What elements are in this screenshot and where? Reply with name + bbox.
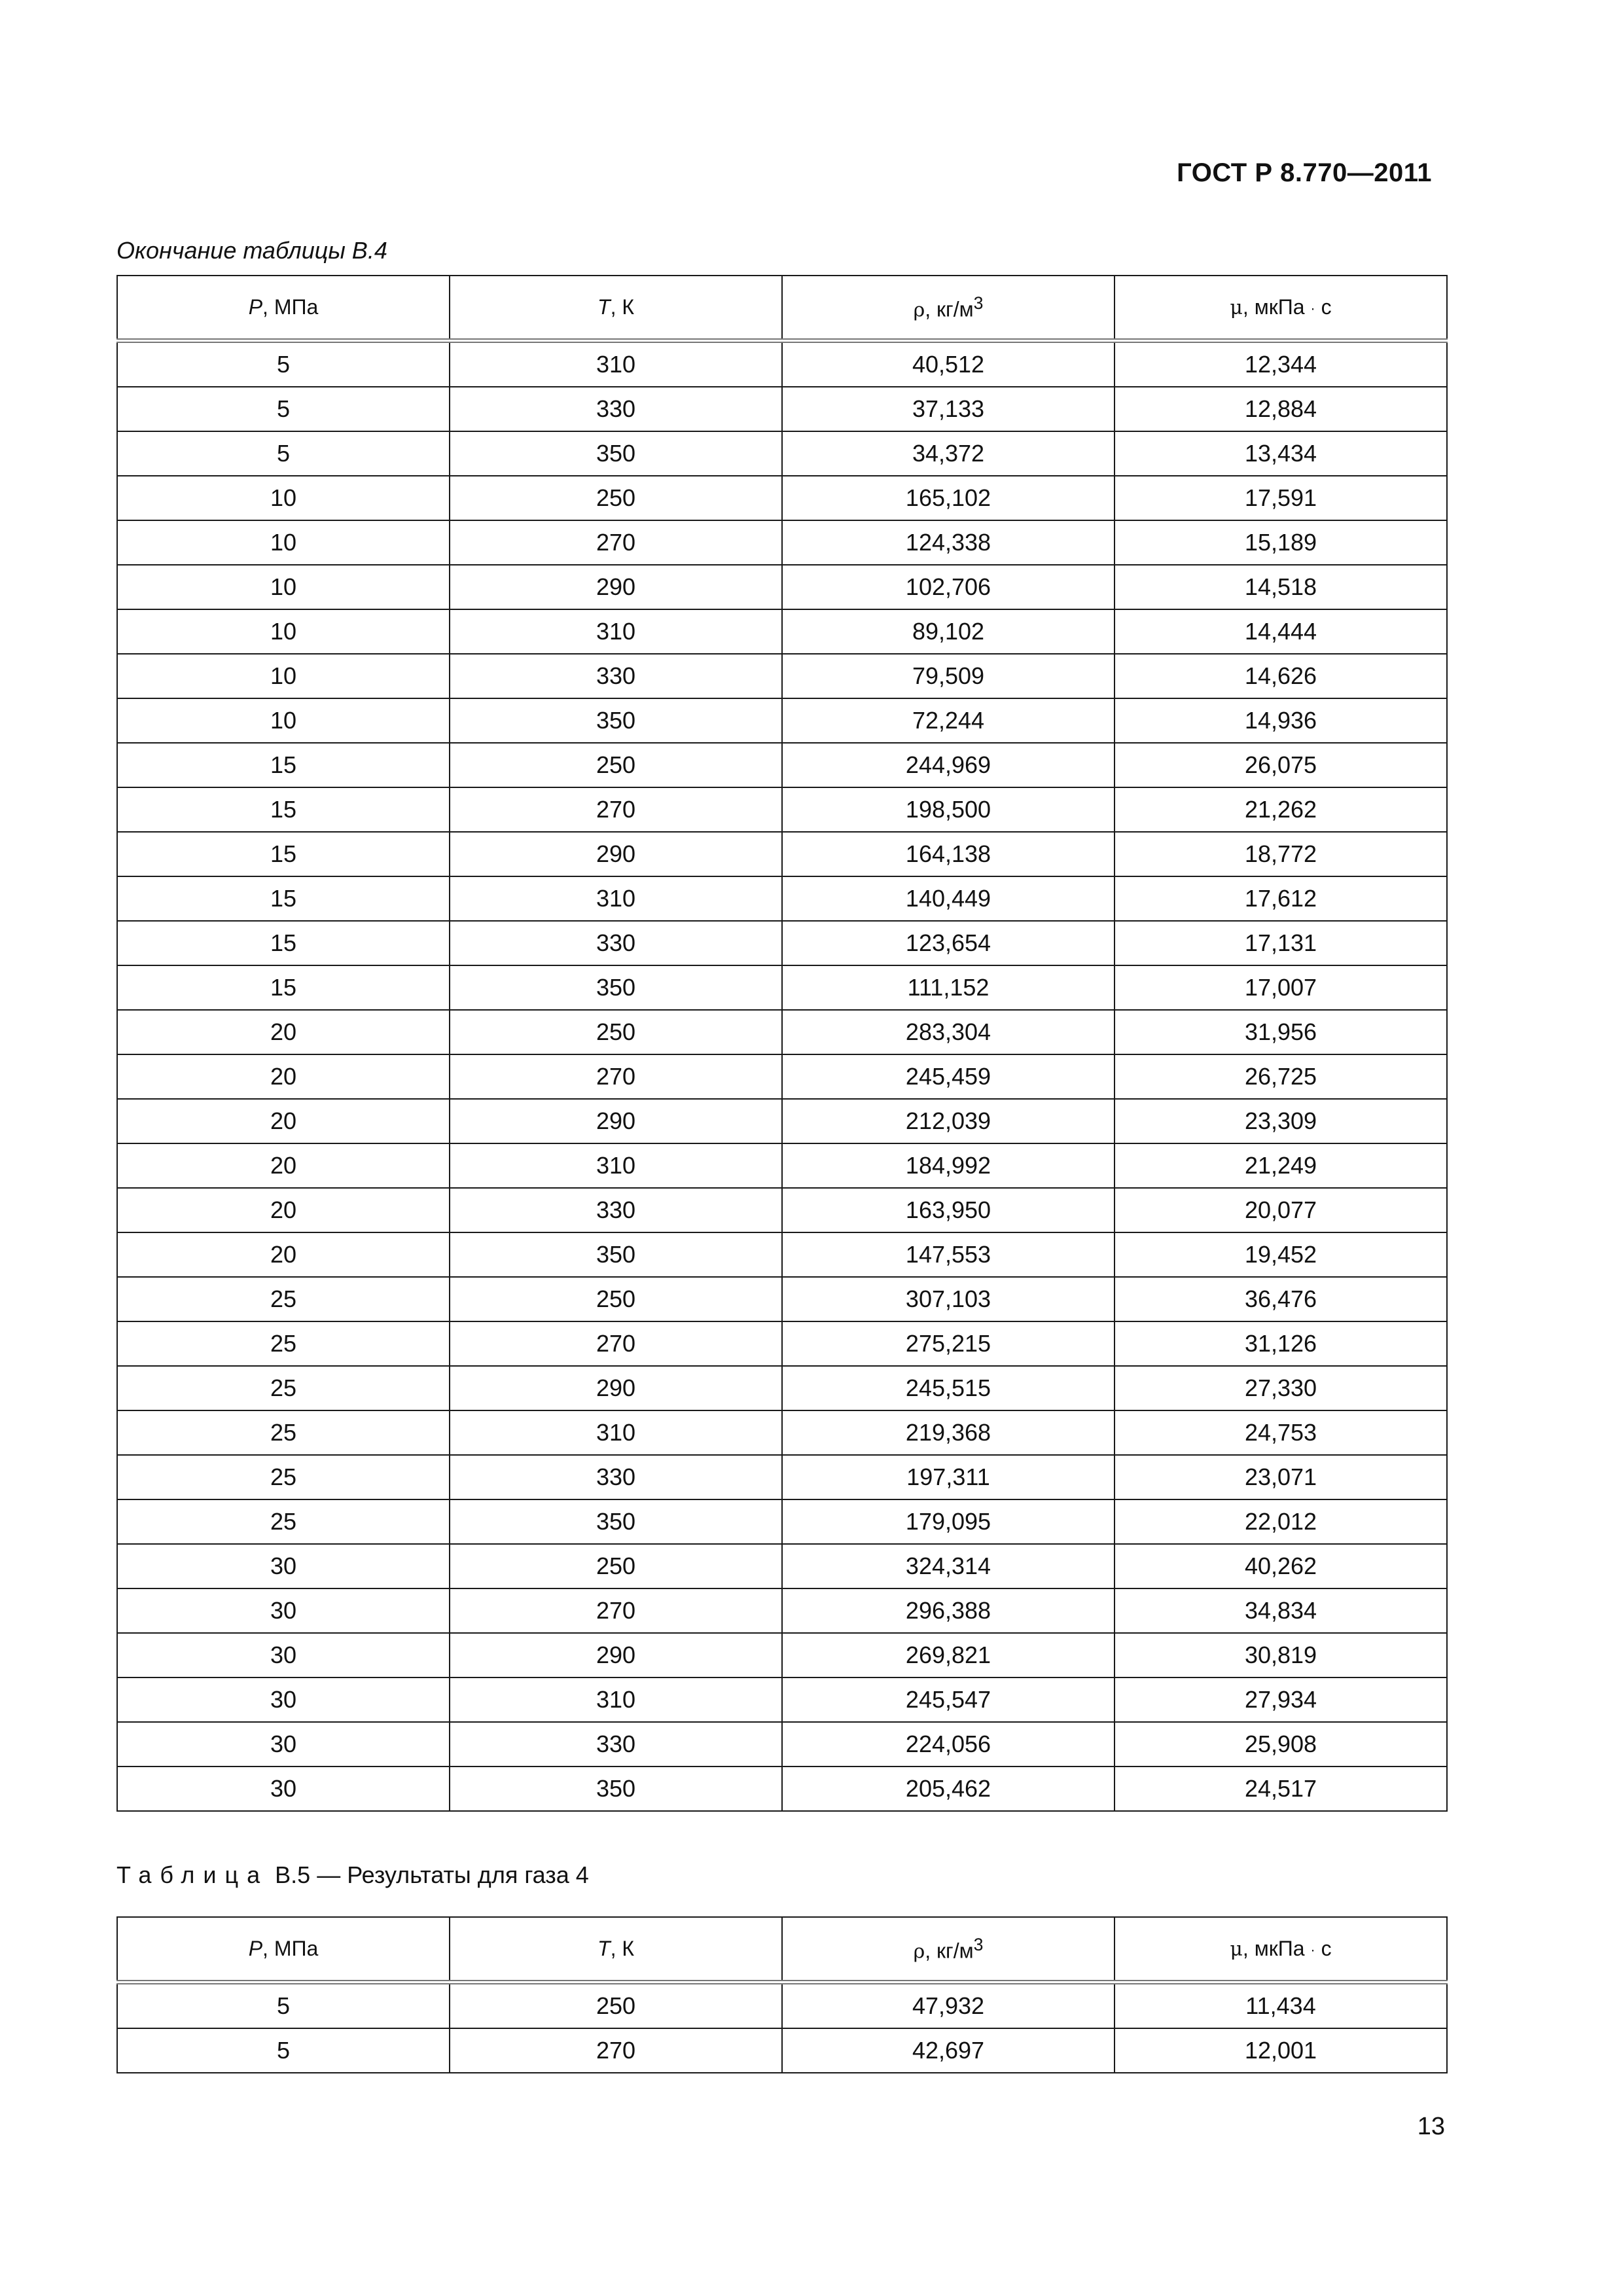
temperature-cell: 310 [450, 1410, 782, 1455]
temperature-cell: 310 [450, 1677, 782, 1722]
pressure-cell: 10 [117, 520, 450, 565]
page-number: 13 [1417, 2113, 1445, 2140]
density-cell: 42,697 [782, 2028, 1115, 2073]
temperature-cell: 250 [450, 1982, 782, 2029]
table-row [117, 1677, 1447, 1722]
viscosity-cell: 14,518 [1115, 565, 1447, 609]
viscosity-cell: 13,434 [1115, 431, 1447, 476]
table-row [117, 1054, 1447, 1099]
density-cell: 124,338 [782, 520, 1115, 565]
temperature-cell: 290 [450, 1099, 782, 1143]
density-cell: 34,372 [782, 431, 1115, 476]
temperature-cell: 310 [450, 609, 782, 654]
viscosity-cell: 19,452 [1115, 1232, 1447, 1277]
temperature-cell: 270 [450, 787, 782, 832]
pressure-cell: 10 [117, 609, 450, 654]
density-cell: 219,368 [782, 1410, 1115, 1455]
density-cell: 296,388 [782, 1588, 1115, 1633]
density-cell: 197,311 [782, 1455, 1115, 1499]
temperature-cell: 250 [450, 743, 782, 787]
pressure-cell: 30 [117, 1677, 450, 1722]
table-row [117, 832, 1447, 876]
density-cell: 72,244 [782, 698, 1115, 743]
table-row [117, 787, 1447, 832]
viscosity-cell: 12,884 [1115, 387, 1447, 431]
pressure-cell: 25 [117, 1277, 450, 1321]
pressure-cell: 5 [117, 387, 450, 431]
viscosity-cell: 23,309 [1115, 1099, 1447, 1143]
pressure-cell: 5 [117, 2028, 450, 2073]
table-row [117, 965, 1447, 1010]
viscosity-cell: 18,772 [1115, 832, 1447, 876]
temperature-cell: 350 [450, 431, 782, 476]
viscosity-cell: 34,834 [1115, 1588, 1447, 1633]
pressure-cell: 10 [117, 565, 450, 609]
temperature-cell: 290 [450, 1366, 782, 1410]
table-row [117, 520, 1447, 565]
column-header-temperature: T, К [450, 1917, 782, 1982]
viscosity-cell: 23,071 [1115, 1455, 1447, 1499]
table-b5-body [117, 1982, 1447, 2073]
pressure-cell: 25 [117, 1366, 450, 1410]
density-cell: 163,950 [782, 1188, 1115, 1232]
pressure-cell: 15 [117, 965, 450, 1010]
density-cell: 205,462 [782, 1767, 1115, 1811]
temperature-cell: 250 [450, 1277, 782, 1321]
table-header-row [117, 276, 1447, 341]
viscosity-cell: 22,012 [1115, 1499, 1447, 1544]
density-cell: 47,932 [782, 1982, 1115, 2029]
pressure-cell: 5 [117, 431, 450, 476]
pressure-cell: 15 [117, 743, 450, 787]
table-b5 [116, 1916, 1448, 2073]
viscosity-cell: 15,189 [1115, 520, 1447, 565]
temperature-cell: 330 [450, 654, 782, 698]
density-cell: 245,547 [782, 1677, 1115, 1722]
pressure-cell: 5 [117, 341, 450, 387]
pressure-cell: 10 [117, 476, 450, 520]
density-cell: 89,102 [782, 609, 1115, 654]
temperature-cell: 350 [450, 965, 782, 1010]
table-b5-caption-label: Таблица [116, 1861, 269, 1888]
column-header-density: ρ, $кг/м^3$ [782, 276, 1115, 341]
viscosity-cell: 14,936 [1115, 698, 1447, 743]
temperature-cell: 270 [450, 2028, 782, 2073]
table-row [117, 1499, 1447, 1544]
pressure-cell: 20 [117, 1232, 450, 1277]
table-row [117, 609, 1447, 654]
density-cell: 179,095 [782, 1499, 1115, 1544]
table-row [117, 2028, 1447, 2073]
viscosity-cell: 27,934 [1115, 1677, 1447, 1722]
pressure-cell: 20 [117, 1099, 450, 1143]
pressure-cell: 5 [117, 1982, 450, 2029]
table-b4-caption: Окончание таблицы В.4 [116, 237, 387, 264]
pressure-cell: 30 [117, 1767, 450, 1811]
table-row [117, 1544, 1447, 1588]
viscosity-cell: 36,476 [1115, 1277, 1447, 1321]
column-header-density: ρ, $кг/м^3$ [782, 1917, 1115, 1982]
temperature-cell: 290 [450, 1633, 782, 1677]
viscosity-cell: 17,591 [1115, 476, 1447, 520]
density-cell: 111,152 [782, 965, 1115, 1010]
table-row [117, 876, 1447, 921]
viscosity-cell: 27,330 [1115, 1366, 1447, 1410]
temperature-cell: 270 [450, 1321, 782, 1366]
pressure-cell: 20 [117, 1010, 450, 1054]
viscosity-cell: 24,753 [1115, 1410, 1447, 1455]
table-row [117, 654, 1447, 698]
temperature-cell: 250 [450, 476, 782, 520]
viscosity-cell: 17,131 [1115, 921, 1447, 965]
density-cell: 324,314 [782, 1544, 1115, 1588]
pressure-cell: 15 [117, 832, 450, 876]
table-row [117, 1143, 1447, 1188]
temperature-cell: 350 [450, 1232, 782, 1277]
pressure-cell: 15 [117, 787, 450, 832]
density-cell: 165,102 [782, 476, 1115, 520]
pressure-cell: 25 [117, 1321, 450, 1366]
density-cell: 244,969 [782, 743, 1115, 787]
document-code: ГОСТ Р 8.770—2011 [1177, 158, 1432, 187]
viscosity-cell: 17,612 [1115, 876, 1447, 921]
temperature-cell: 310 [450, 876, 782, 921]
table-row [117, 1588, 1447, 1633]
pressure-cell: 30 [117, 1588, 450, 1633]
table-row [117, 1099, 1447, 1143]
density-cell: 37,133 [782, 387, 1115, 431]
viscosity-cell: 12,001 [1115, 2028, 1447, 2073]
table-row [117, 431, 1447, 476]
table-b4-body [117, 341, 1447, 1812]
table-b5-caption [116, 1861, 589, 1889]
table-row [117, 565, 1447, 609]
pressure-cell: 20 [117, 1054, 450, 1099]
pressure-cell: 20 [117, 1188, 450, 1232]
viscosity-cell: 17,007 [1115, 965, 1447, 1010]
density-cell: 164,138 [782, 832, 1115, 876]
temperature-cell: 330 [450, 1188, 782, 1232]
pressure-cell: 15 [117, 876, 450, 921]
pressure-cell: 25 [117, 1455, 450, 1499]
pressure-cell: 20 [117, 1143, 450, 1188]
table-row [117, 1633, 1447, 1677]
temperature-cell: 350 [450, 1499, 782, 1544]
density-cell: 245,459 [782, 1054, 1115, 1099]
table-row [117, 921, 1447, 965]
temperature-cell: 270 [450, 1054, 782, 1099]
temperature-cell: 310 [450, 1143, 782, 1188]
temperature-cell: 250 [450, 1010, 782, 1054]
density-cell: 79,509 [782, 654, 1115, 698]
table-header-row [117, 1917, 1447, 1982]
column-header-viscosity: μ, мкПа · с [1115, 276, 1447, 341]
pressure-cell: 10 [117, 698, 450, 743]
pressure-cell: 30 [117, 1722, 450, 1767]
temperature-cell: 350 [450, 698, 782, 743]
density-cell: 147,553 [782, 1232, 1115, 1277]
temperature-cell: 330 [450, 1455, 782, 1499]
viscosity-cell: 26,725 [1115, 1054, 1447, 1099]
viscosity-cell: 24,517 [1115, 1767, 1447, 1811]
viscosity-cell: 21,249 [1115, 1143, 1447, 1188]
density-cell: 224,056 [782, 1722, 1115, 1767]
density-cell: 307,103 [782, 1277, 1115, 1321]
viscosity-cell: 12,344 [1115, 341, 1447, 387]
density-cell: 245,515 [782, 1366, 1115, 1410]
pressure-cell: 25 [117, 1410, 450, 1455]
temperature-cell: 290 [450, 565, 782, 609]
density-cell: 140,449 [782, 876, 1115, 921]
density-cell: 269,821 [782, 1633, 1115, 1677]
table-row [117, 1455, 1447, 1499]
temperature-cell: 330 [450, 387, 782, 431]
density-cell: 275,215 [782, 1321, 1115, 1366]
table-row [117, 1188, 1447, 1232]
table-b4 [116, 275, 1448, 1812]
temperature-cell: 290 [450, 832, 782, 876]
table-row [117, 1010, 1447, 1054]
viscosity-cell: 26,075 [1115, 743, 1447, 787]
density-cell: 40,512 [782, 341, 1115, 387]
temperature-cell: 330 [450, 921, 782, 965]
pressure-cell: 10 [117, 654, 450, 698]
pressure-cell: 15 [117, 921, 450, 965]
temperature-cell: 310 [450, 341, 782, 387]
table-row [117, 387, 1447, 431]
viscosity-cell: 20,077 [1115, 1188, 1447, 1232]
temperature-cell: 270 [450, 520, 782, 565]
temperature-cell: 250 [450, 1544, 782, 1588]
viscosity-cell: 40,262 [1115, 1544, 1447, 1588]
density-cell: 102,706 [782, 565, 1115, 609]
viscosity-cell: 14,626 [1115, 654, 1447, 698]
viscosity-cell: 25,908 [1115, 1722, 1447, 1767]
table-row [117, 1767, 1447, 1811]
temperature-cell: 270 [450, 1588, 782, 1633]
pressure-cell: 30 [117, 1544, 450, 1588]
viscosity-cell: 21,262 [1115, 787, 1447, 832]
density-cell: 212,039 [782, 1099, 1115, 1143]
density-cell: 123,654 [782, 921, 1115, 965]
density-cell: 198,500 [782, 787, 1115, 832]
pressure-cell: 25 [117, 1499, 450, 1544]
column-header-viscosity: μ, мкПа · с [1115, 1917, 1447, 1982]
viscosity-cell: 14,444 [1115, 609, 1447, 654]
table-b5-caption-text: В.5 — Результаты для газа 4 [275, 1861, 589, 1888]
table-row [117, 1321, 1447, 1366]
table-row [117, 1366, 1447, 1410]
viscosity-cell: 11,434 [1115, 1982, 1447, 2029]
table-row [117, 743, 1447, 787]
temperature-cell: 350 [450, 1767, 782, 1811]
viscosity-cell: 31,126 [1115, 1321, 1447, 1366]
pressure-cell: 30 [117, 1633, 450, 1677]
table-row [117, 1232, 1447, 1277]
column-header-temperature: T, К [450, 276, 782, 341]
table-row [117, 698, 1447, 743]
viscosity-cell: 31,956 [1115, 1010, 1447, 1054]
density-cell: 184,992 [782, 1143, 1115, 1188]
table-row [117, 341, 1447, 387]
column-header-pressure: P, МПа [117, 276, 450, 341]
density-cell: 283,304 [782, 1010, 1115, 1054]
table-row [117, 1277, 1447, 1321]
column-header-pressure: P, МПа [117, 1917, 450, 1982]
table-row [117, 476, 1447, 520]
table-row [117, 1410, 1447, 1455]
temperature-cell: 330 [450, 1722, 782, 1767]
table-row [117, 1722, 1447, 1767]
viscosity-cell: 30,819 [1115, 1633, 1447, 1677]
table-row [117, 1982, 1447, 2029]
